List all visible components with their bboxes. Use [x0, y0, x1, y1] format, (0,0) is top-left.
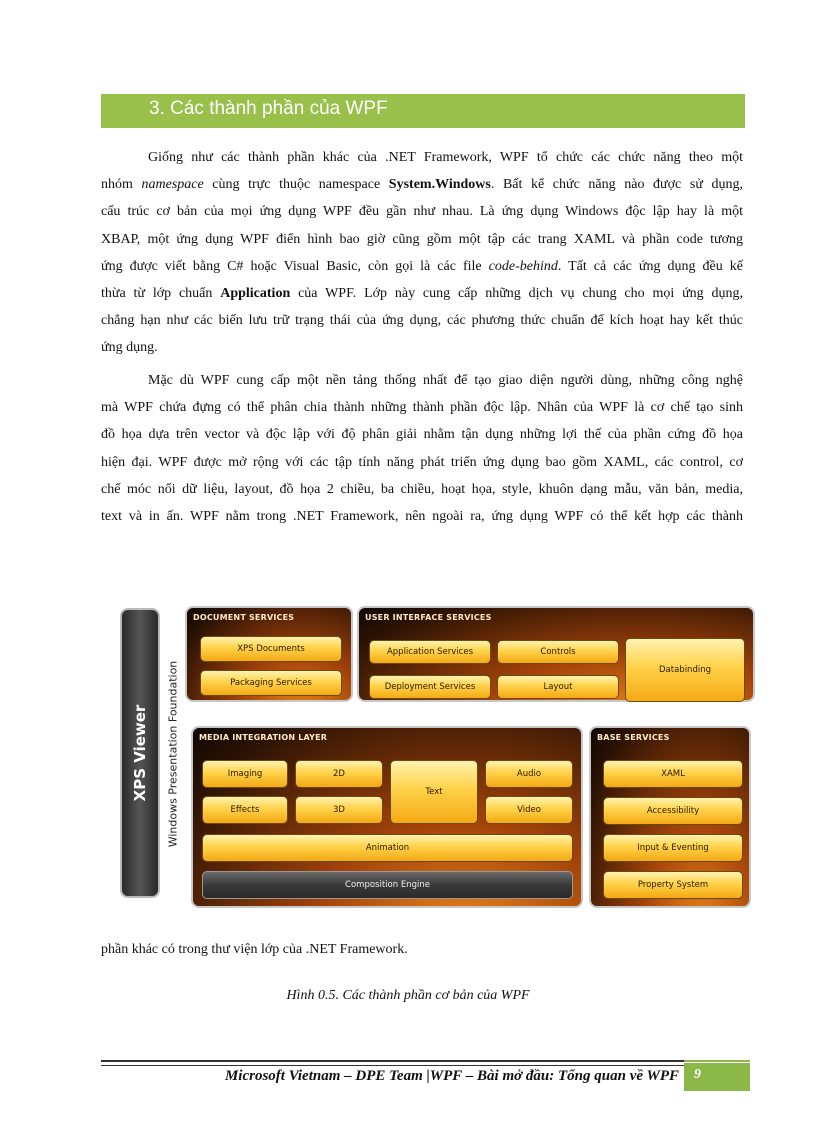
video-box: Video	[485, 796, 573, 824]
figure-caption: Hình 0.5. Các thành phần cơ bản của WPF	[286, 988, 530, 1003]
ui-services-group	[357, 606, 755, 702]
layout-box: Layout	[497, 675, 619, 699]
media-integration-title: MEDIA INTEGRATION LAYER	[199, 733, 328, 742]
paragraph-2	[101, 367, 743, 530]
ui-services-title: USER INTERFACE SERVICES	[365, 613, 492, 622]
base-services-group	[589, 726, 751, 908]
p2-line-6: text và in ấn. WPF nằm trong .NET Framework, nên ngoài ra, ứng dụng WPF có thể kết hợp các thành	[101, 508, 743, 524]
wpf-architecture-diagram	[105, 566, 791, 930]
wpf-label-text: Windows Presentation Foundation	[166, 660, 180, 848]
xaml-box: XAML	[603, 760, 743, 788]
effects-box: Effects	[202, 796, 288, 824]
paragraph-1	[101, 144, 743, 362]
p1-line-3: cấu trúc cơ bản của mọi ứng dụng WPF đều gần như nhau. Là ứng dụng Windows độc lập hay là một	[101, 204, 743, 220]
base-services-title: BASE SERVICES	[597, 733, 670, 742]
footer-rule-accent	[684, 1060, 750, 1062]
section-heading-text: 3. Các thành phần của WPF	[149, 98, 388, 119]
3d-box: 3D	[295, 796, 383, 824]
continuation-text: phần khác có trong thư viện lớp của .NET Framework.	[101, 942, 408, 957]
2d-box: 2D	[295, 760, 383, 788]
wpf-vertical-label	[163, 608, 183, 900]
deployment-services-box: Deployment Services	[369, 675, 491, 699]
footer-rule-top	[101, 1060, 684, 1062]
databinding-box: Databinding	[625, 638, 745, 702]
accessibility-box: Accessibility	[603, 797, 743, 825]
p1-line-6: thừa từ lớp chuẩn Application của WPF. Lớp này cung cấp những dịch vụ chung cho mọi ứng dụng,	[101, 285, 743, 301]
property-system-box: Property System	[603, 871, 743, 899]
p1-line-8: ứng dụng.	[101, 340, 158, 356]
footer-text: Microsoft Vietnam – DPE Team |WPF – Bài mở đầu: Tổng quan về WPF	[224, 1068, 679, 1084]
p1-line-7: chẳng hạn như các biến lưu trữ trạng thái của ứng dụng, các phương thức chuẩn để kích hoạt hay kết thúc	[101, 313, 743, 329]
p2-line-1: Mặc dù WPF cung cấp một nền tảng thống nhất để tạo giao diện người dùng, những công nghệ	[148, 373, 743, 388]
document-services-title: DOCUMENT SERVICES	[193, 613, 295, 622]
application-services-box: Application Services	[369, 640, 491, 664]
media-integration-group	[191, 726, 583, 908]
p1-line-1: Giống như các thành phần khác của .NET Framework, WPF tổ chức các chức năng theo một	[148, 150, 743, 165]
xps-viewer-bar	[120, 608, 160, 898]
section-heading	[101, 94, 745, 128]
p1-line-2: nhóm namespace cùng trực thuộc namespace System.Windows. Bất kể chức năng nào được sử dụng,	[101, 177, 743, 193]
p2-line-3: đồ họa dựa trên vector và độc lập với độ phân giải nhằm tận dụng những lợi thế của phần cứng đồ họa	[101, 427, 743, 443]
xps-viewer-label: XPS Viewer	[131, 704, 149, 802]
p1-line-4: XBAP, một ứng dụng WPF điển hình bao giờ cũng gồm một tập các trang XAML và phần code tương	[101, 231, 743, 247]
controls-box: Controls	[497, 640, 619, 664]
document-services-group	[185, 606, 353, 702]
xps-documents-box: XPS Documents	[200, 636, 342, 662]
packaging-services-box: Packaging Services	[200, 670, 342, 696]
p1-line-5: ứng được viết bằng C# hoặc Visual Basic, còn gọi là các file code-behind. Tất cả các ứng dụng đều kế	[101, 258, 743, 274]
p2-line-2: mà WPF chứa đựng có thể phân chia thành những thành phần độc lập. Nhân của WPF là cơ chế tạo sinh	[101, 400, 743, 416]
page-number-box	[684, 1063, 750, 1091]
composition-engine-box: Composition Engine	[202, 871, 573, 899]
p2-line-5: chế móc nối dữ liệu, layout, đồ họa 2 chiều, ba chiều, hoạt họa, style, khuôn dạng mẫu, văn bản, media,	[101, 481, 743, 497]
page-number: 9	[694, 1067, 701, 1082]
p2-line-4: hiện đại. WPF được mở rộng với các tập tính năng phát triển ứng dụng bao gồm XAML, các control, cơ	[101, 454, 743, 470]
imaging-box: Imaging	[202, 760, 288, 788]
text-box: Text	[390, 760, 478, 824]
animation-box: Animation	[202, 834, 573, 862]
footer-rule-bottom	[101, 1065, 684, 1066]
audio-box: Audio	[485, 760, 573, 788]
input-eventing-box: Input & Eventing	[603, 834, 743, 862]
